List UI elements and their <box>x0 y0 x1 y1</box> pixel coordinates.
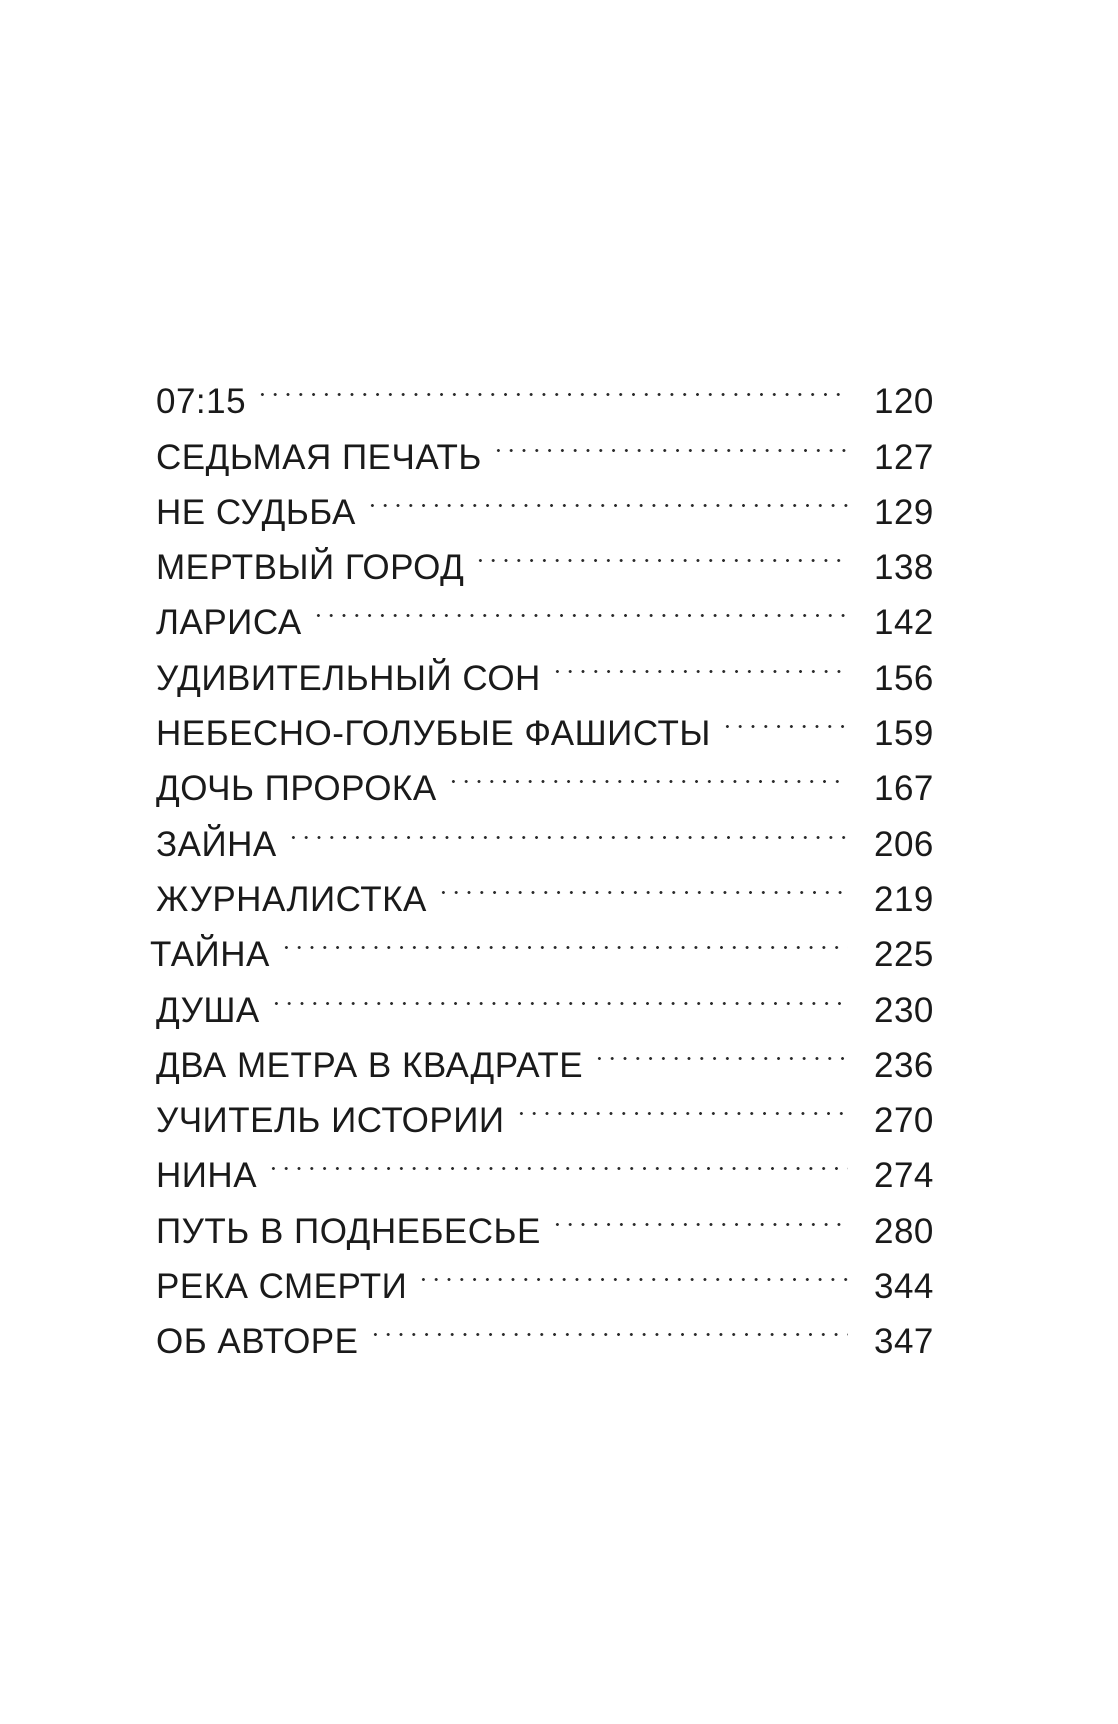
toc-entry <box>156 1132 956 1196</box>
toc-dot-leader <box>287 800 848 855</box>
toc-entry-title: ДУША <box>156 990 260 1030</box>
toc-entry-title: НЕБЕСНО-ГОЛУБЫЕ ФАШИСТЫ <box>156 714 711 754</box>
toc-entry-page: 280 <box>874 1211 934 1251</box>
toc-entry-page: 129 <box>874 492 934 532</box>
toc-dot-leader <box>312 579 848 634</box>
toc-entry-title: РЕКА СМЕРТИ <box>156 1267 408 1307</box>
toc-entry-page: 347 <box>874 1322 934 1362</box>
toc-entry-title: 07:15 <box>156 382 247 422</box>
toc-dot-leader <box>492 413 848 468</box>
toc-entry-title: СЕДЬМАЯ ПЕЧАТЬ <box>156 437 482 477</box>
toc-entry-page: 206 <box>874 824 934 864</box>
toc-dot-leader <box>551 634 848 689</box>
toc-entry-title: НЕ СУДЬБА <box>156 492 356 532</box>
toc-entry <box>156 1022 956 1085</box>
toc-dot-leader <box>417 1243 848 1298</box>
toc-entry-title: ДВА МЕТРА В КВАДРАТЕ <box>156 1045 584 1085</box>
toc-entry-title: ЛАРИСА <box>156 603 302 643</box>
toc-entry-page: 270 <box>874 1101 934 1141</box>
toc-entry-page: 120 <box>874 382 934 422</box>
toc-dot-leader <box>280 911 848 966</box>
toc-entry-page: 138 <box>874 548 934 588</box>
toc-entry-page: 236 <box>874 1045 934 1085</box>
toc-dot-leader <box>366 469 848 524</box>
toc-dot-leader <box>474 524 848 579</box>
toc-entry-title: НИНА <box>156 1156 258 1196</box>
toc-dot-leader <box>721 690 848 745</box>
toc-dot-leader <box>256 358 848 413</box>
toc-entry-title: ПУТЬ В ПОДНЕБЕСЬЕ <box>156 1211 541 1251</box>
toc-dot-leader <box>270 966 848 1021</box>
toc-entry <box>156 1187 956 1251</box>
toc-entry <box>156 413 956 477</box>
toc-entry-title: УЧИТЕЛЬ ИСТОРИИ <box>156 1101 505 1141</box>
toc-entry <box>156 358 956 422</box>
toc-entry-title: ЗАЙНА <box>156 824 277 864</box>
toc-dot-leader <box>447 745 848 800</box>
table-of-contents <box>150 358 956 1362</box>
toc-entry-page: 142 <box>874 603 934 643</box>
toc-entry-title: ОБ АВТОРЕ <box>156 1322 359 1362</box>
toc-dot-leader <box>551 1187 848 1242</box>
toc-entry-title: ТАЙНА <box>150 935 270 975</box>
toc-entry-page: 159 <box>874 714 934 754</box>
toc-entry-page: 156 <box>874 658 934 698</box>
toc-dot-leader <box>515 1077 848 1132</box>
toc-entry-title: ЖУРНАЛИСТКА <box>156 879 427 919</box>
toc-entry-title: МЕРТВЫЙ ГОРОД <box>156 548 465 588</box>
toc-entry-page: 274 <box>874 1156 934 1196</box>
toc-entry <box>156 966 956 1030</box>
toc-entry-page: 344 <box>874 1267 934 1307</box>
toc-dot-leader <box>267 1132 848 1187</box>
toc-entry-page: 230 <box>874 990 934 1030</box>
toc-entry-page: 225 <box>874 935 934 975</box>
toc-entry-title: УДИВИТЕЛЬНЫЙ СОН <box>156 658 541 698</box>
toc-entry-title: ДОЧЬ ПРОРОКА <box>156 769 437 809</box>
toc-entry-page: 219 <box>874 879 934 919</box>
toc-entry-page: 127 <box>874 437 934 477</box>
toc-dot-leader <box>369 1298 849 1353</box>
toc-dot-leader <box>593 1022 848 1077</box>
toc-dot-leader <box>437 856 848 911</box>
toc-entry-page: 167 <box>874 769 934 809</box>
